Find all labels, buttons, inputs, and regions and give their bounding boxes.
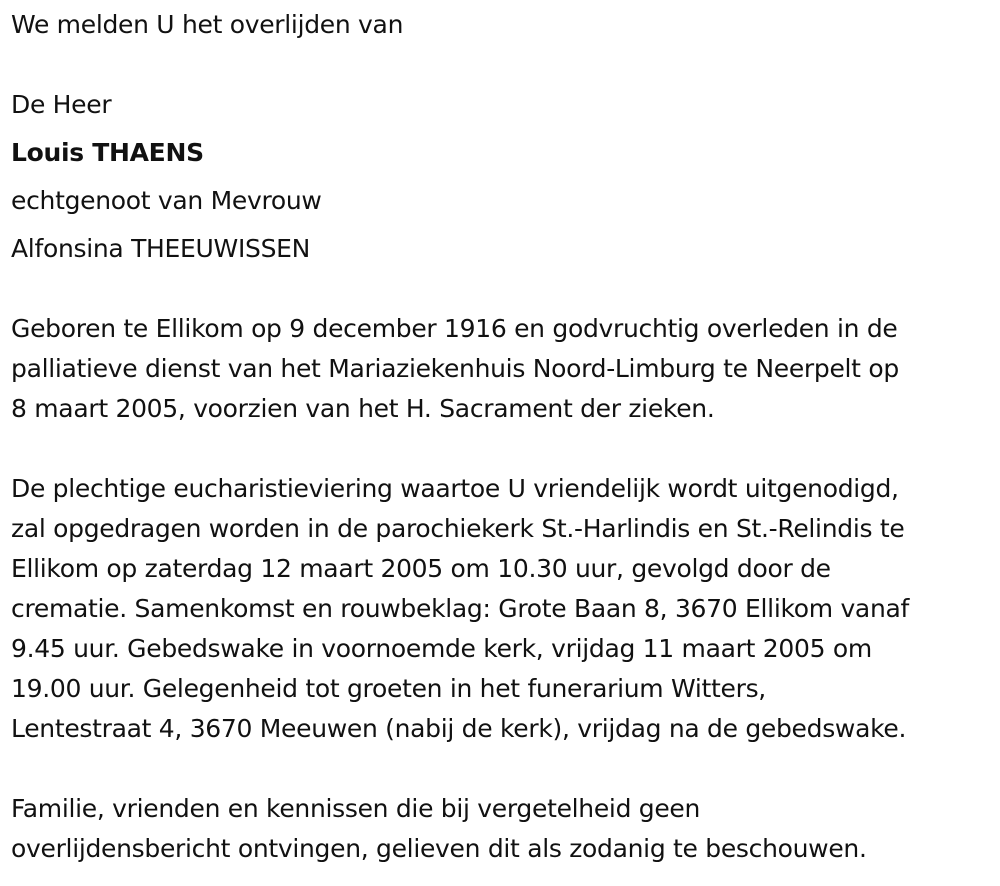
closing-paragraph [11, 789, 986, 869]
paragraph-line: 9.45 uur. Gebedswake in voornoemde kerk, vrijdag 11 maart 2005 om [11, 634, 872, 663]
spouse-label: echtgenoot van Mevrouw [11, 186, 322, 215]
paragraph-line: 8 maart 2005, voorzien van het H. Sacrament der zieken. [11, 394, 715, 423]
honorific-title: De Heer [11, 90, 112, 119]
intro-text: We melden U het overlijden van [11, 10, 404, 39]
paragraph-line: Geboren te Ellikom op 9 december 1916 en godvruchtig overleden in de [11, 314, 898, 343]
paragraph-line: Lentestraat 4, 3670 Meeuwen (nabij de kerk), vrijdag na de gebedswake. [11, 714, 907, 743]
paragraph-line: Ellikom op zaterdag 12 maart 2005 om 10.30 uur, gevolgd door de [11, 554, 831, 583]
deceased-name: Louis THAENS [11, 138, 204, 167]
paragraph-line: overlijdensbericht ontvingen, gelieven dit als zodanig te beschouwen. [11, 834, 867, 863]
paragraph-line: De plechtige eucharistieviering waartoe U vriendelijk wordt uitgenodigd, [11, 474, 899, 503]
paragraph-line: zal opgedragen worden in de parochiekerk St.-Harlindis en St.-Relindis te [11, 514, 905, 543]
birth-death-paragraph [11, 309, 986, 429]
paragraph-line: Familie, vrienden en kennissen die bij vergetelheid geen [11, 794, 701, 823]
paragraph-line: palliatieve dienst van het Mariaziekenhuis Noord-Limburg te Neerpelt op [11, 354, 899, 383]
paragraph-line: crematie. Samenkomst en rouwbeklag: Grote Baan 8, 3670 Ellikom vanaf [11, 594, 910, 623]
ceremony-paragraph [11, 469, 986, 749]
paragraph-line: 19.00 uur. Gelegenheid tot groeten in het funerarium Witters, [11, 674, 766, 703]
spouse-name: Alfonsina THEEUWISSEN [11, 234, 311, 263]
